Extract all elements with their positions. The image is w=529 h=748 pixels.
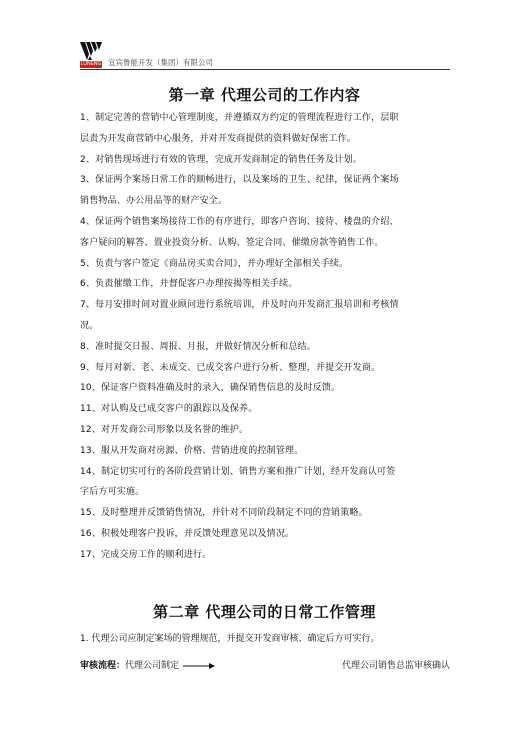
list-item: 1、制定完善的营销中心管理制度，并遵循双方约定的管理流程进行工作，层职 (80, 113, 399, 123)
logo-tag: LUNENG (80, 61, 102, 67)
arrow-right-icon (183, 662, 215, 670)
list-item: 14、制定切实可行的各阶段营销计划、销售方案和推广计划，经开发商认可签 (80, 466, 396, 477)
review-flow-step-1: 代理公司制定 (125, 661, 180, 671)
list-item: 9、每月对新、老、未成交、已成交客户进行分析、整理，并提交开发商。 (80, 362, 381, 373)
list-item: 12、对开发商公司形象以及名誉的维护。 (80, 424, 249, 435)
company-name: 宜宾鲁能开发（集团）有限公司 (108, 58, 213, 67)
page-header (80, 38, 213, 68)
list-item: 4、保证两个销售案场接待工作的有序进行，即客户咨询、接待、楼盘的介绍、 (80, 216, 399, 227)
list-item: 6、负责催缴工作，并督促客户办理按揭等相关手续。 (80, 279, 298, 290)
review-flow-label: 审核流程： (80, 661, 126, 671)
logo-mark-icon (80, 42, 102, 60)
list-item: 销售物品、办公用品等的财产安全。 (80, 196, 228, 207)
review-flow-step-2: 代理公司销售总监审核确认 (341, 661, 450, 671)
company-logo (80, 42, 102, 68)
list-item: 字后方可实施。 (80, 487, 145, 498)
list-item: 2、对销售现场进行有效的管理，完成开发商制定的销售任务及计划。 (80, 154, 362, 165)
chapter-2-item-1: 1. 代理公司应制定案场的管理规范，并提交开发商审核、确定后方可实行。 (80, 634, 380, 644)
header-divider (80, 69, 450, 70)
chapter-1-title: 第一章 代理公司的工作内容 (168, 86, 361, 104)
list-item: 3、保证两个案场日常工作的顺畅进行，以及案场的卫生、纪律，保证两个案场 (80, 175, 399, 186)
list-item: 13、服从开发商对房源、价格、营销进度的控制管理。 (80, 445, 304, 456)
list-item: 客户疑问的解答、置业投资分析、认购、签定合同、催缴房款等销售工作。 (80, 237, 384, 248)
chapter-1-list (80, 108, 450, 566)
review-flow (80, 656, 450, 676)
list-item: 16、积极处理客户投诉，并反馈处理意见以及情况。 (80, 528, 295, 539)
list-item: 8、准时提交日报、周报、月报，并做好情况分析和总结。 (80, 341, 316, 352)
list-item: 层责为开发商营销中心服务，并对开发商提供的资料做好保密工作。 (80, 133, 357, 144)
list-item: 7、每月安排时间对置业顾问进行系统培训，并及时向开发商汇报培训和考核情 (80, 300, 399, 311)
list-item: 5、负责与客户签定《商品房买卖合同》，并办理好全部相关手续。 (80, 258, 349, 269)
list-item: 11、对认购及已成交客户的跟踪以及保养。 (80, 404, 258, 415)
list-item: 17、完成交房工作的顺利进行。 (80, 549, 212, 560)
list-item: 15、及时整理并反馈销售情况，并针对不同阶段制定不同的营销策略。 (80, 508, 368, 519)
list-item: 况。 (80, 320, 99, 331)
chapter-2-title: 第二章 代理公司的日常工作管理 (153, 603, 376, 621)
list-item: 10、保证客户资料准确及时的录入，确保销售信息的及时反馈。 (80, 383, 341, 394)
